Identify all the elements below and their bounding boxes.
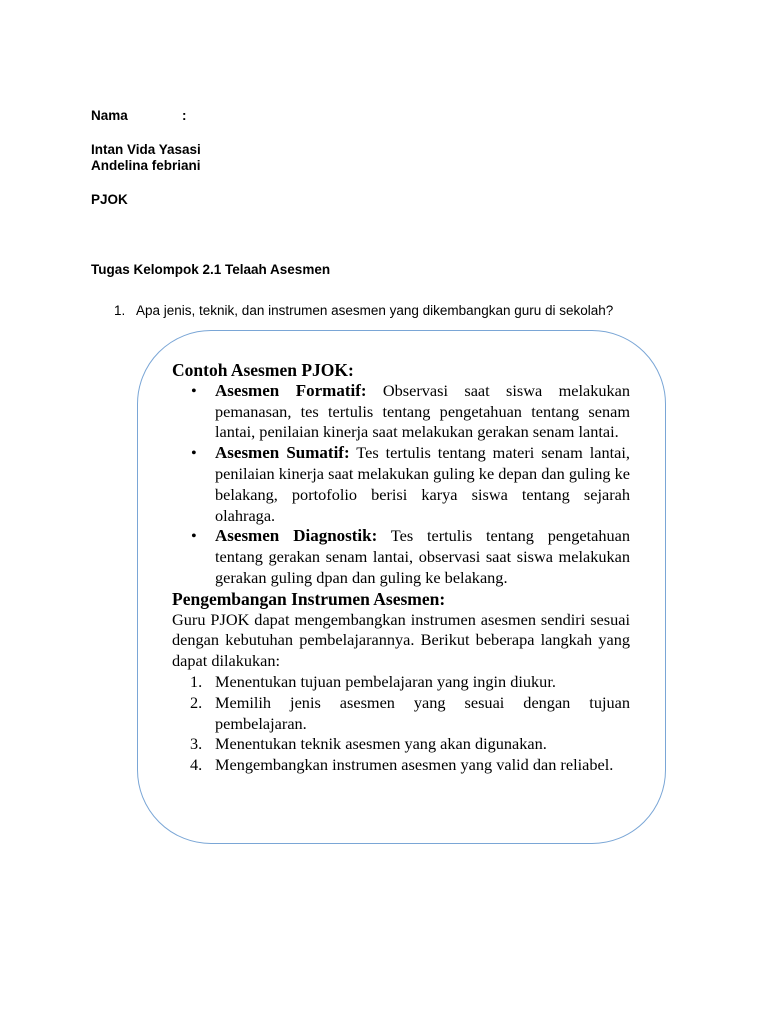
member-name: Andelina febriani (91, 158, 201, 173)
bullet-term: Asesmen Sumatif: (215, 443, 350, 463)
subject-label: PJOK (91, 192, 128, 207)
bullet-icon: • (191, 443, 197, 463)
student-info (91, 108, 201, 208)
step-number: 4. (190, 755, 203, 775)
bullet-term: Asesmen Diagnostik: (215, 526, 378, 546)
section-title-examples: Contoh Asesmen PJOK: (172, 360, 354, 380)
step-number: 2. (190, 692, 203, 712)
step-number: 3. (190, 734, 203, 754)
bullet-item (172, 526, 630, 588)
bullet-term: Asesmen Formatif: (215, 380, 367, 400)
step-item (172, 672, 630, 693)
step-number: 1. (190, 671, 203, 691)
task-title: Tugas Kelompok 2.1 Telaah Asesmen (91, 262, 331, 277)
name-row (91, 108, 201, 124)
step-text: Menentukan tujuan pembelajaran yang ingin diukur. (215, 671, 556, 691)
section-title-development: Pengembangan Instrumen Asesmen: (172, 588, 446, 609)
member-list (91, 142, 201, 174)
bullet-description: Tes tertulis tentang materi senam lantai, penilaian kinerja saat melakukan guling ke depan dan guling ke belakang, portofolio berisi karya siswa tentang sejarah olahraga. (215, 443, 630, 525)
bullet-description: Observasi saat siswa melakukan pemanasan, tes tertulis tentang pengetahuan tentang senam lantai, penilaian kinerja saat melakukan gerakan senam lantai. (215, 380, 630, 442)
bullet-icon: • (191, 380, 197, 400)
name-colon: : (182, 108, 187, 123)
bullet-item (172, 381, 630, 443)
step-text: Memilih jenis asesmen yang sesuai dengan tujuan pembelajaran. (215, 692, 630, 733)
bullet-item (172, 443, 630, 526)
intro-paragraph: Guru PJOK dapat mengembangkan instrumen asesmen sendiri sesuai dengan kebutuhan pembelajarannya. Berikut beberapa langkah yang dapat dilakukan: (172, 609, 630, 671)
step-item (172, 693, 630, 735)
step-text: Menentukan teknik asesmen yang akan digunakan. (215, 734, 547, 754)
bullet-description: Tes tertulis tentang pengetahuan tentang gerakan senam lantai, observasi saat siswa melakukan gerakan guling dpan dan guling ke belakang. (215, 526, 630, 587)
question-number: 1. (114, 303, 126, 318)
name-label: Nama (91, 108, 128, 123)
step-item (172, 755, 630, 776)
question-text: Apa jenis, teknik, dan instrumen asesmen yang dikembangkan guru di sekolah? (136, 303, 614, 318)
step-item (172, 734, 630, 755)
step-text: Mengembangkan instrumen asesmen yang valid dan reliabel. (215, 755, 614, 775)
member-name: Intan Vida Yasasi (91, 142, 201, 157)
question-item (114, 303, 613, 318)
bullet-icon: • (191, 526, 197, 546)
answer-content (172, 360, 630, 776)
